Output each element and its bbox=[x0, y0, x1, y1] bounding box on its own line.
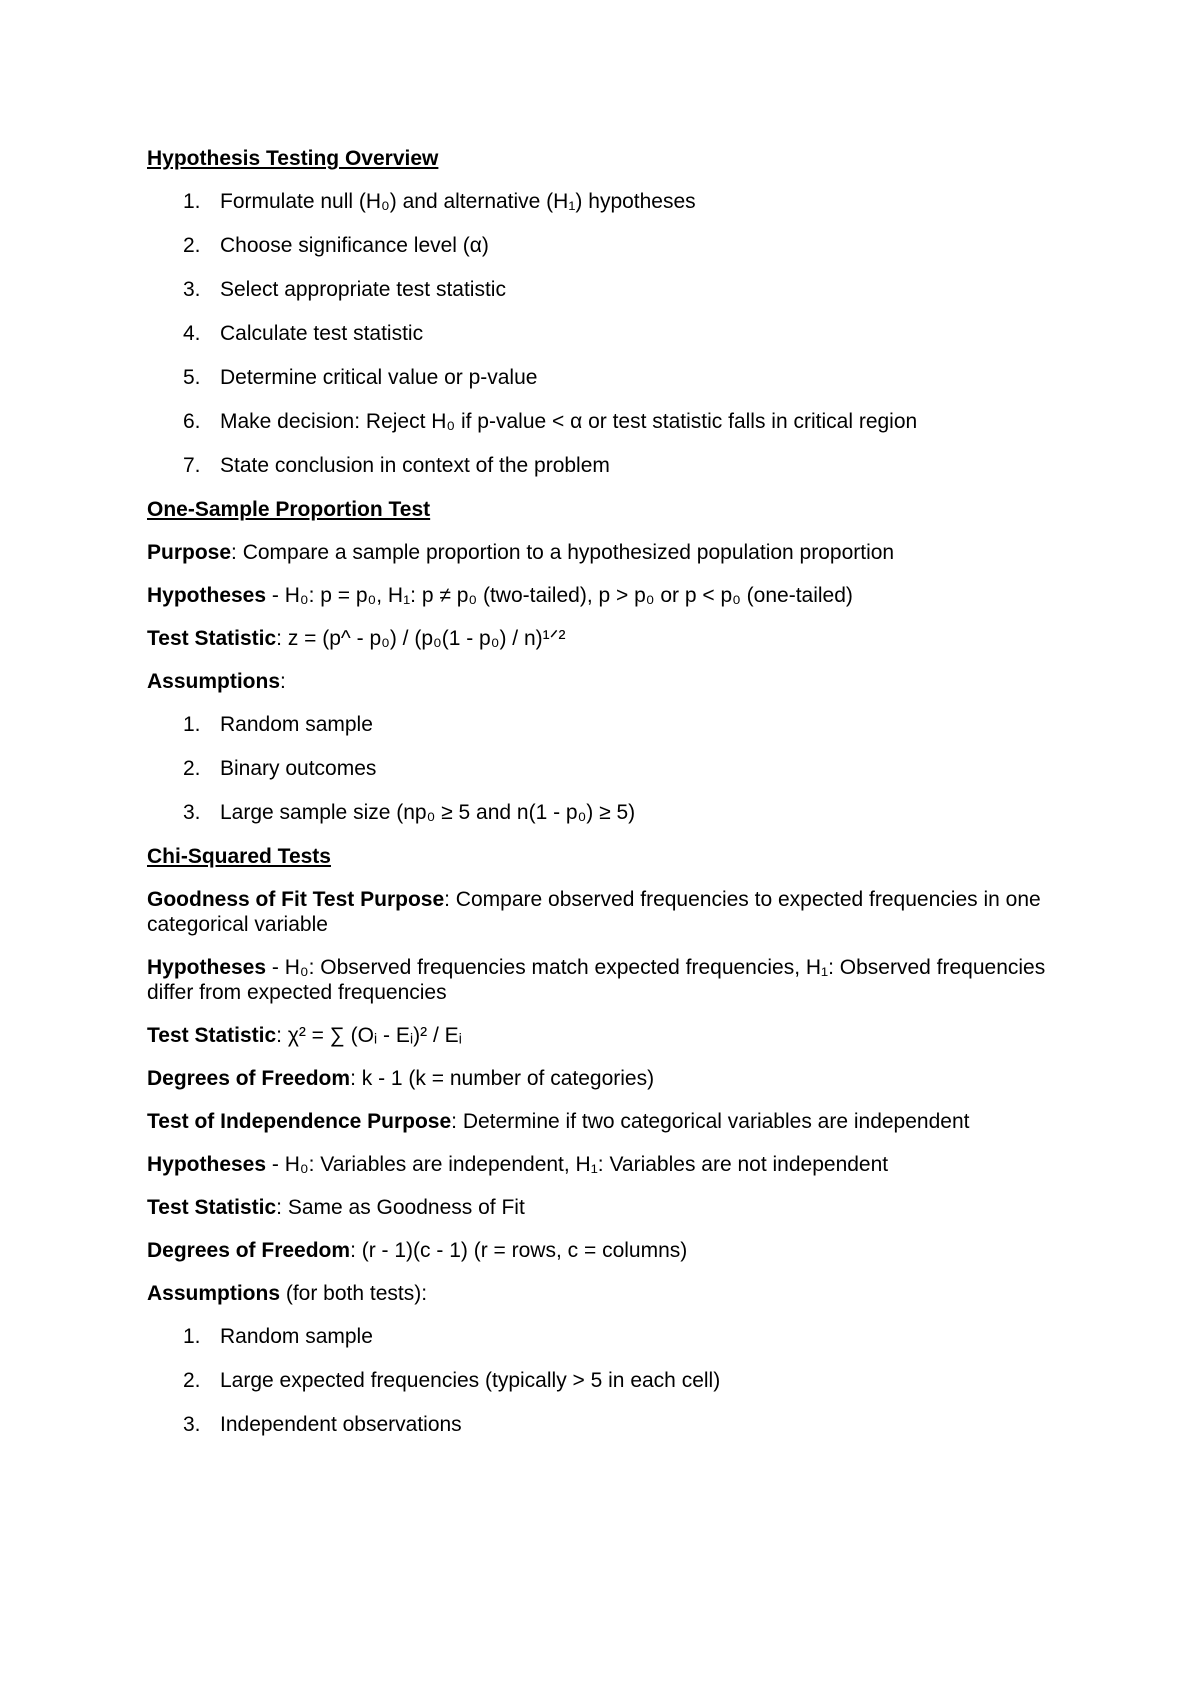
list-item: 1. Random sample bbox=[183, 1325, 373, 1348]
independence-degrees-of-freedom: Degrees of Freedom: (r - 1)(c - 1) (r = rows, c = columns) bbox=[147, 1239, 688, 1262]
proportion-assumptions-list bbox=[147, 712, 1087, 825]
chi-assumptions-label: Assumptions (for both tests): bbox=[147, 1282, 428, 1305]
independence-test-statistic: Test Statistic: Same as Goodness of Fit bbox=[147, 1196, 525, 1219]
list-item-text: Random sample bbox=[220, 1325, 373, 1348]
list-item-text: Large expected frequencies (typically > 5 in each cell) bbox=[220, 1369, 721, 1392]
list-item: 2. Large expected frequencies (typically > 5 in each cell) bbox=[183, 1369, 721, 1392]
independence-hypotheses: Hypotheses - H₀: Variables are independent, H₁: Variables are not independent bbox=[147, 1153, 889, 1176]
list-item-text: Independent observations bbox=[220, 1413, 462, 1436]
section-heading-proportion: One-Sample Proportion Test bbox=[147, 498, 431, 521]
list-item-text: Make decision: Reject H₀ if p-value < α or test statistic falls in critical region bbox=[220, 410, 918, 433]
list-item: 4. Calculate test statistic bbox=[183, 322, 424, 345]
chi-assumptions-list bbox=[147, 1324, 1087, 1437]
list-item-text: Formulate null (H₀) and alternative (H₁) hypotheses bbox=[220, 190, 696, 213]
list-item: 1. Formulate null (H₀) and alternative (H₁) hypotheses bbox=[183, 190, 696, 213]
proportion-assumptions-label: Assumptions: bbox=[147, 670, 286, 693]
proportion-hypotheses: Hypotheses - H₀: p = p₀, H₁: p ≠ p₀ (two-tailed), p > p₀ or p < p₀ (one-tailed) bbox=[147, 584, 853, 607]
gof-purpose: Goodness of Fit Test Purpose: Compare observed frequencies to expected frequencies in one categorical variable bbox=[147, 888, 1041, 936]
list-item-text: Random sample bbox=[220, 713, 373, 736]
list-item-text: Choose significance level (α) bbox=[220, 234, 489, 257]
gof-test-statistic: Test Statistic: χ² = ∑ (Oᵢ - Eᵢ)² / Eᵢ bbox=[147, 1024, 462, 1047]
document-page bbox=[147, 146, 1087, 1456]
list-item: 3. Independent observations bbox=[183, 1413, 462, 1436]
section-heading-chi-squared: Chi-Squared Tests bbox=[147, 845, 331, 868]
list-item-text: Large sample size (np₀ ≥ 5 and n(1 - p₀) ≥ 5) bbox=[220, 801, 636, 824]
list-item: 7. State conclusion in context of the problem bbox=[183, 454, 610, 477]
section-heading-overview: Hypothesis Testing Overview bbox=[147, 147, 439, 170]
proportion-test-statistic: Test Statistic: z = (p^ - p₀) / (p₀(1 - p₀) / n)¹ᐟ² bbox=[147, 627, 566, 650]
overview-steps-list bbox=[147, 189, 1087, 478]
list-item: 1. Random sample bbox=[183, 713, 373, 736]
independence-purpose: Test of Independence Purpose: Determine if two categorical variables are independent bbox=[147, 1110, 970, 1133]
list-item: 2. Binary outcomes bbox=[183, 757, 377, 780]
gof-degrees-of-freedom: Degrees of Freedom: k - 1 (k = number of categories) bbox=[147, 1067, 655, 1090]
list-item: 3. Large sample size (np₀ ≥ 5 and n(1 - p₀) ≥ 5) bbox=[183, 801, 636, 824]
list-item-text: Determine critical value or p-value bbox=[220, 366, 538, 389]
list-item: 2. Choose significance level (α) bbox=[183, 234, 489, 257]
list-item: 6. Make decision: Reject H₀ if p-value < α or test statistic falls in critical region bbox=[183, 410, 918, 433]
gof-hypotheses: Hypotheses - H₀: Observed frequencies match expected frequencies, H₁: Observed frequencies differ from expected frequencies bbox=[147, 956, 1046, 1004]
list-item-text: Binary outcomes bbox=[220, 757, 377, 780]
list-item-text: Select appropriate test statistic bbox=[220, 278, 506, 301]
proportion-purpose: Purpose: Compare a sample proportion to a hypothesized population proportion bbox=[147, 541, 895, 564]
list-item-text: Calculate test statistic bbox=[220, 322, 424, 345]
list-item: 5. Determine critical value or p-value bbox=[183, 366, 538, 389]
list-item-text: State conclusion in context of the problem bbox=[220, 454, 610, 477]
list-item: 3. Select appropriate test statistic bbox=[183, 278, 506, 301]
